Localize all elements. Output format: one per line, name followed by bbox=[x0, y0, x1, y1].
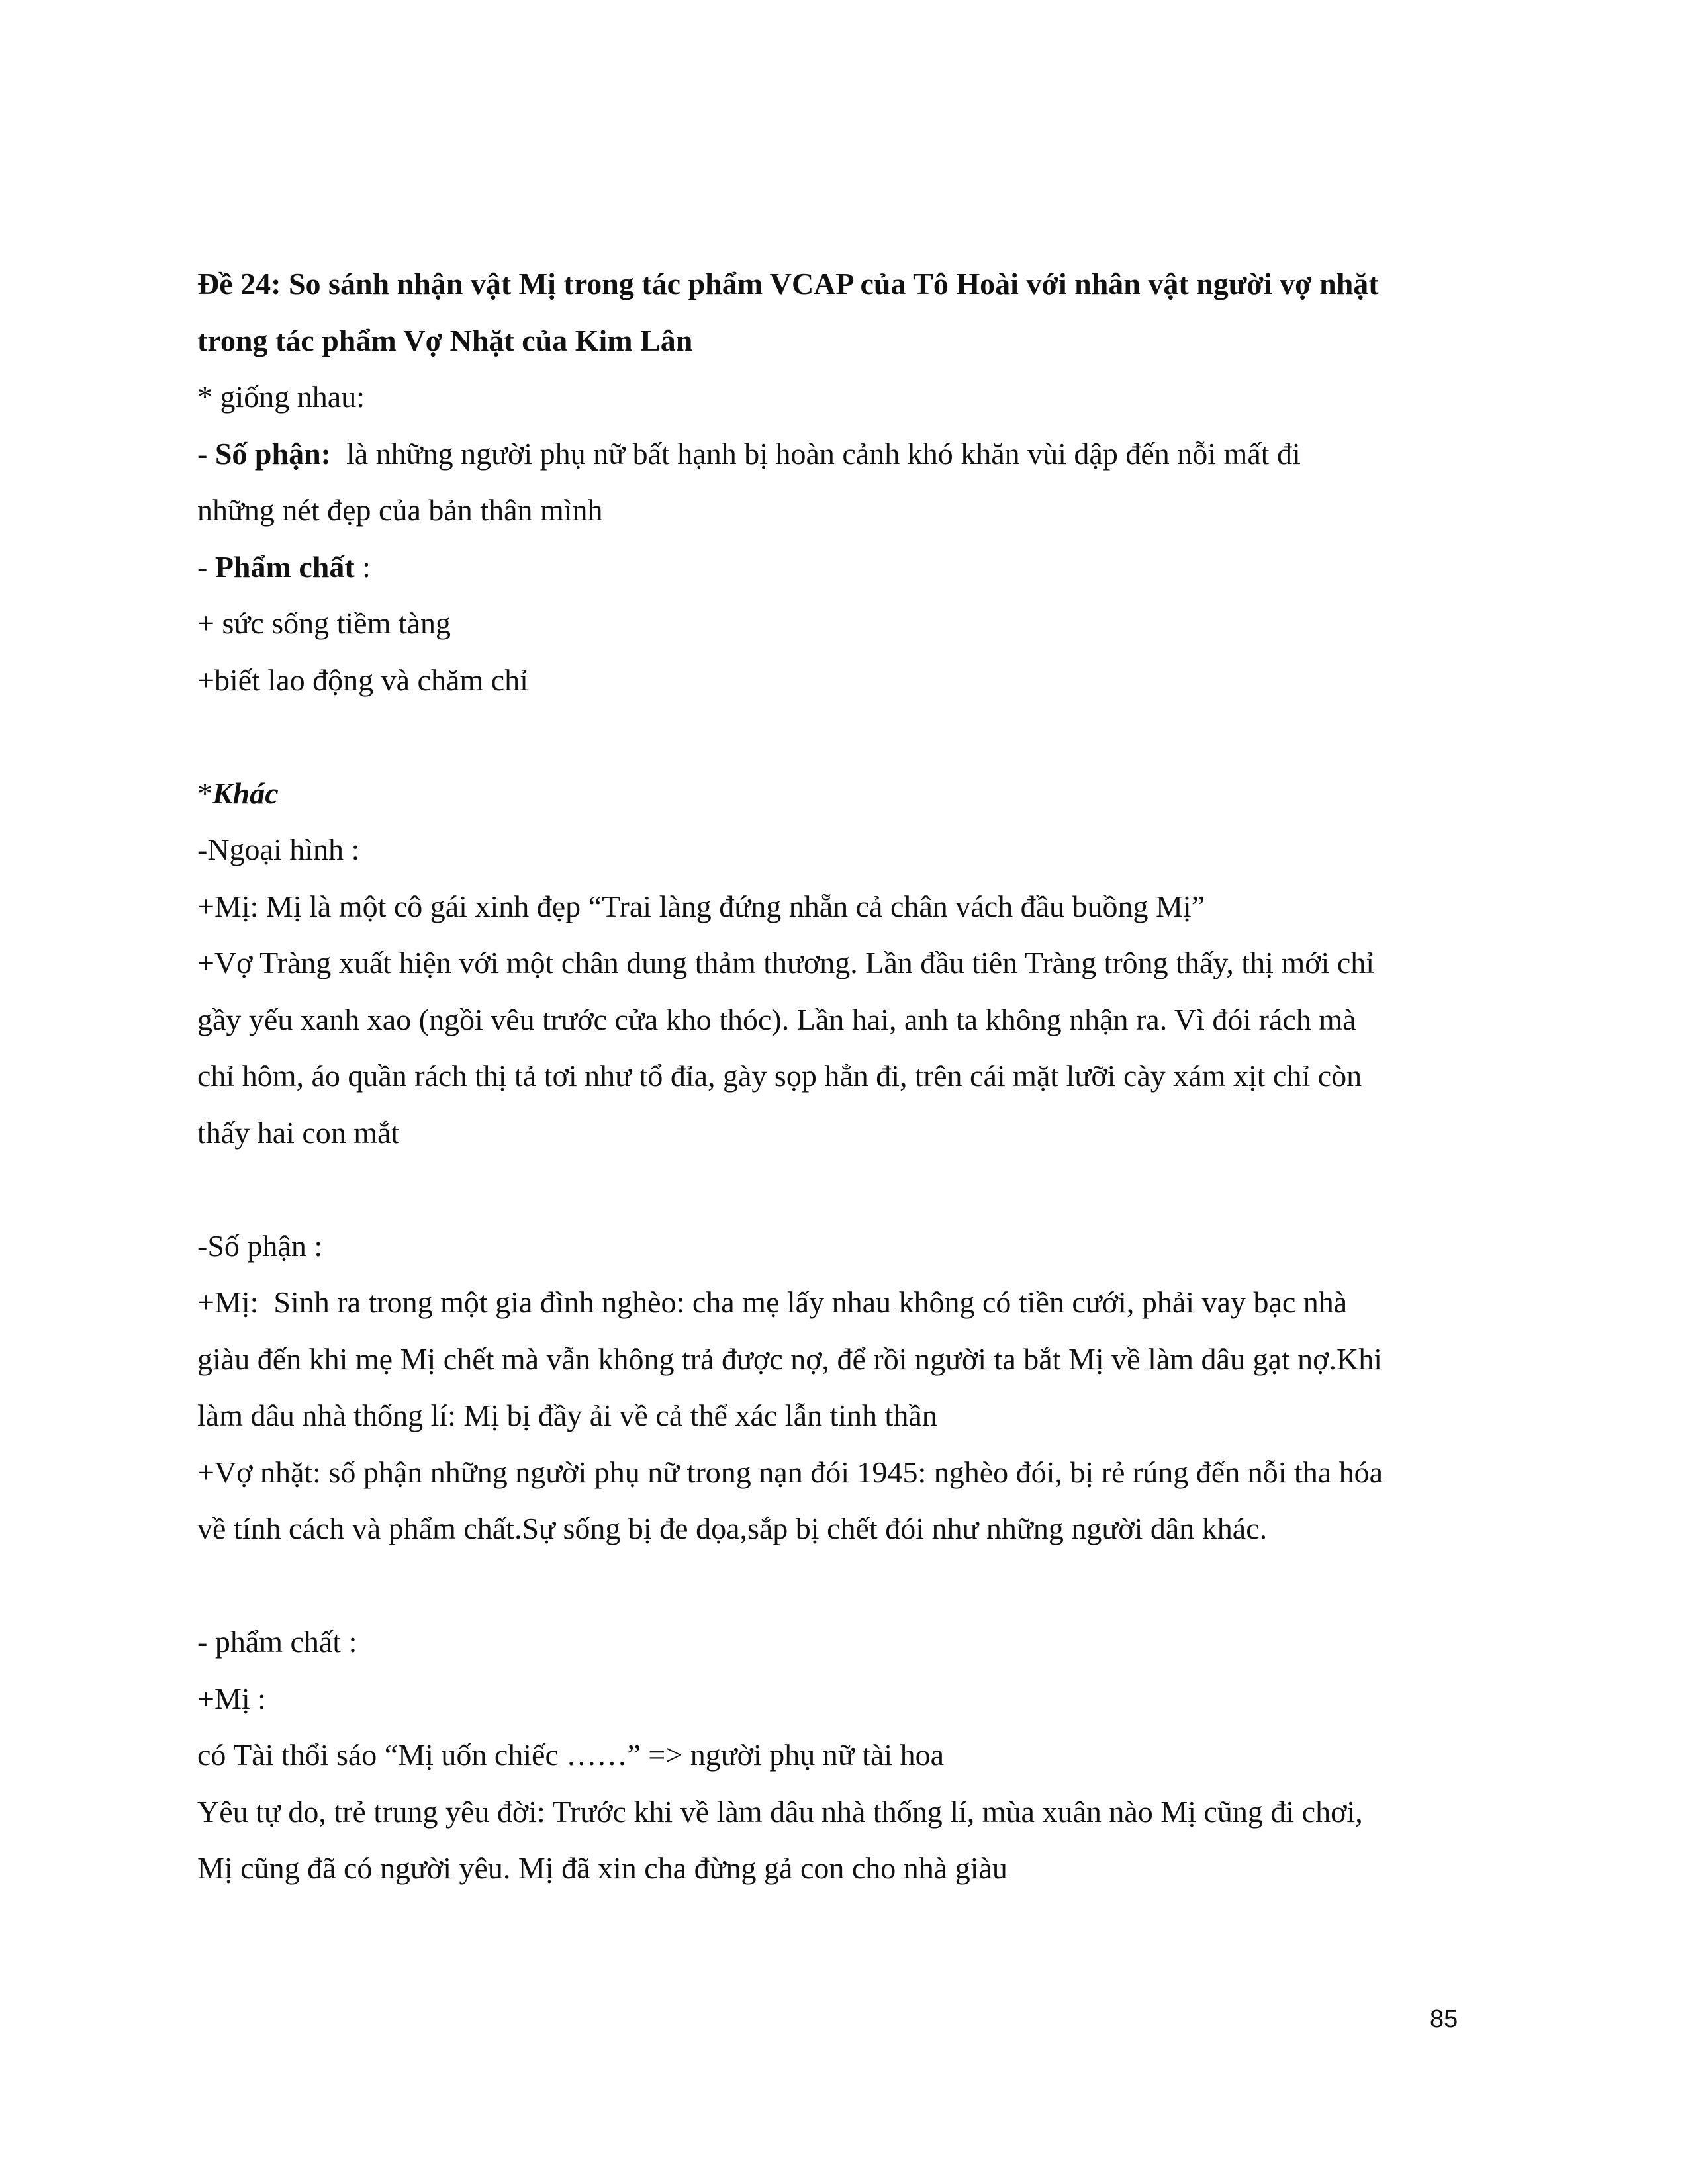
appearance-wife-line-2: gầy yếu xanh xao (ngồi vêu trước cửa kho thóc). Lần hai, anh ta không nhận ra. Vì đói rách mà bbox=[197, 1002, 1356, 1036]
fate-wife-line-1: +Vợ nhặt: số phận những người phụ nữ trong nạn đói 1945: nghèo đói, bị rẻ rúng đến nỗi tha hóa bbox=[197, 1455, 1383, 1489]
appearance-mi: +Mị: Mị là một cô gái xinh đẹp “Trai làng đứng nhẵn cả chân vách đầu buồng Mị” bbox=[197, 889, 1205, 923]
appearance-heading: -Ngoại hình : bbox=[197, 833, 360, 866]
essay-title-line-2: trong tác phẩm Vợ Nhặt của Kim Lân bbox=[197, 323, 693, 357]
similar-quality-suffix: : bbox=[354, 549, 371, 584]
fate-mi-line-2: giàu đến khi mẹ Mị chết mà vẫn không trả được nợ, để rồi người ta bắt Mị về làm dâu gạt nợ.Khi bbox=[197, 1342, 1382, 1376]
similar-quality-item-1: + sức sống tiềm tàng bbox=[197, 606, 451, 640]
similar-fate-text: là những người phụ nữ bất hạnh bị hoàn cảnh khó khăn vùi dập đến nỗi mất đi bbox=[330, 436, 1301, 471]
quality-line-2: Yêu tự do, trẻ trung yêu đời: Trước khi về làm dâu nhà thống lí, mùa xuân nào Mị cũng đi chơi, bbox=[197, 1794, 1363, 1829]
similar-fate-label: Số phận: bbox=[214, 436, 331, 471]
similar-fate-line-1 bbox=[197, 426, 1495, 482]
quality-heading: - phẩm chất : bbox=[197, 1625, 357, 1659]
differences-label: Khác bbox=[212, 776, 279, 810]
similar-fate-line-2: những nét đẹp của bản thân mình bbox=[197, 493, 603, 527]
similar-quality-label: Phẩm chất bbox=[214, 549, 355, 584]
similarities-heading: * giống nhau: bbox=[197, 380, 365, 414]
spacer bbox=[197, 1161, 1495, 1218]
page-content bbox=[197, 255, 1495, 1897]
similar-quality-prefix: - bbox=[197, 549, 215, 584]
similar-quality-item-2: +biết lao động và chăm chỉ bbox=[197, 662, 528, 697]
fate-heading: -Số phận : bbox=[197, 1228, 323, 1263]
differences-heading bbox=[197, 765, 1495, 822]
quality-line-1: có Tài thổi sáo “Mị uốn chiếc ……” => người phụ nữ tài hoa bbox=[197, 1738, 945, 1772]
appearance-wife-line-4: thấy hai con mắt bbox=[197, 1115, 400, 1150]
fate-wife-line-2: về tính cách và phẩm chất.Sự sống bị đe dọa,sắp bị chết đói như những người dân khác. bbox=[197, 1512, 1268, 1545]
spacer bbox=[197, 708, 1495, 765]
page-number: 85 bbox=[1430, 2005, 1458, 2033]
similar-quality-heading bbox=[197, 539, 1495, 596]
essay-title-line-1: Đề 24: So sánh nhận vật Mị trong tác phẩm VCAP của Tô Hoài với nhân vật người vợ nhặt bbox=[197, 267, 1379, 300]
differences-star: * bbox=[197, 776, 212, 810]
appearance-wife-line-1: +Vợ Tràng xuất hiện với một chân dung thảm thương. Lần đầu tiên Tràng trông thấy, thị mới chỉ bbox=[197, 946, 1375, 979]
spacer bbox=[197, 1557, 1495, 1614]
quality-mi-label: +Mị : bbox=[197, 1681, 266, 1715]
appearance-wife-line-3: chỉ hôm, áo quần rách thị tả tơi như tổ đỉa, gày sọp hẳn đi, trên cái mặt lưỡi cày xám xịt chỉ còn bbox=[197, 1059, 1362, 1093]
quality-line-3: Mị cũng đã có người yêu. Mị đã xin cha đừng gả con cho nhà giàu bbox=[197, 1851, 1008, 1885]
fate-mi-line-3: làm dâu nhà thống lí: Mị bị đầy ải về cả thể xác lẫn tinh thần bbox=[197, 1398, 937, 1432]
fate-mi-line-1: +Mị: Sinh ra trong một gia đình nghèo: cha mẹ lấy nhau không có tiền cưới, phải vay bạc nhà bbox=[197, 1285, 1348, 1319]
similar-fate-prefix: - bbox=[197, 436, 215, 471]
